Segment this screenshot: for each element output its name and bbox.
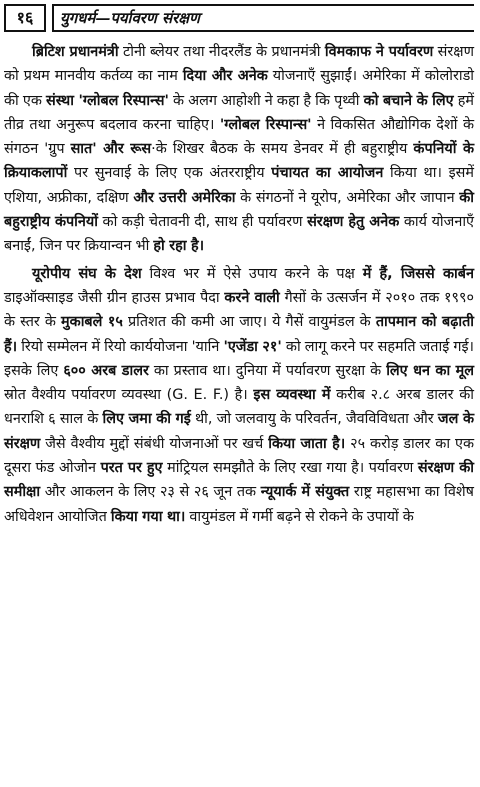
bold-text-segment: 'एजेंडा २१' (223, 338, 282, 355)
bold-text-segment: विमकाफ ने पर्यावरण (324, 44, 434, 60)
bold-text-segment: दिया और अनेक (182, 68, 268, 85)
text-segment: पर सुनवाई के लिए एक अंतरराष्ट्रीय (67, 165, 272, 182)
text-segment: के अलग आहोशी ने कहा है कि पृथ्वी (168, 92, 364, 109)
text-segment: प्रतिशत की कमी आ जाए। ये गैसें वायुमंडल के (122, 314, 376, 331)
text-segment: जैसे वैश्वीय मुद्दों संबंधी योजनाओं पर खर्च (40, 435, 269, 452)
text-segment: गैसों के उत्सर्जन में २०१० तक १९९० के स्तर के (4, 289, 474, 331)
text-segment: रियो सम्मेलन में रियो कार्ययोजना 'यानि (17, 338, 224, 355)
text-segment: को लागू करने पर सहमति जताई गई। इसके लिए (4, 338, 474, 379)
running-header-title: युगधर्म—पर्यावरण संरक्षण (52, 4, 474, 32)
bold-text-segment: करने वाली (224, 289, 280, 306)
text-segment: कार्य योजनाएँ बनाईं, जिन पर क्रियान्वन भी (4, 214, 475, 255)
bold-text-segment: इस व्यवस्था में (253, 387, 331, 404)
bold-text-segment: तापमान को बढ़ाती हैं। (4, 314, 475, 355)
article-body (4, 40, 474, 532)
bold-text-segment: पंचायत का आयोजन (271, 165, 384, 182)
bold-text-segment: लिए जमा की गई (102, 411, 191, 428)
bold-text-segment: परत पर हुए (100, 460, 163, 477)
bold-text-segment: जल के संरक्षण (4, 411, 475, 452)
bold-text-segment: संस्था 'ग्लोबल रिस्पान्स' (46, 92, 169, 109)
bold-text-segment: संरक्षण की समीक्षा (4, 460, 474, 501)
text-segment: २५ करोड़ डालर का एक दूसरा फंड ओजोन (4, 435, 474, 477)
text-segment: किया था। इसमें एशिया, अफ्रीका, दक्षिण (4, 165, 474, 206)
text-segment: डाइऑक्साइड जैसी ग्रीन हाउस प्रभाव पैदा (4, 289, 225, 306)
paragraph (4, 40, 474, 259)
text-segment: राष्ट्र महासभा का विशेष अधिवेशन आयोजित (4, 484, 474, 525)
bold-text-segment: 'ग्लोबल रिस्पान्स' (219, 116, 312, 133)
bold-text-segment: की बहुराष्ट्रीय कंपनियों (4, 189, 474, 231)
text-segment: ·के शिखर बैठक के समय डेनवर में ही बहुराष्ट्रीय (151, 141, 414, 158)
bold-text-segment: संरक्षण हेतु अनेक (307, 214, 400, 231)
text-segment: टोनी ब्लेयर तथा नीदरलैंड के प्रधानमंत्री (118, 44, 325, 60)
bold-text-segment: और उत्तरी अमेरिका (133, 189, 236, 206)
bold-text-segment: किया गया था। (110, 508, 186, 525)
bold-text-segment: ब्रिटिश प्रधानमंत्री (32, 44, 119, 60)
text-segment: को कड़ी चेतावनी दी, साथ ही पर्यावरण (97, 214, 308, 231)
bold-text-segment: हो रहा है। (153, 238, 205, 255)
bold-text-segment: लिए धन का मूल (386, 362, 474, 379)
text-segment: का प्रस्ताव था। दुनिया में पर्यावरण सुरक्षा के (148, 362, 387, 379)
text-segment: थी, जो जलवायु के परिवर्तन, जैवविविधता और (190, 411, 438, 428)
bold-text-segment: ६०० अरब डालर (63, 362, 149, 379)
paragraph (4, 262, 474, 529)
text-segment: ने विकसित औद्योगिक देशों के संगठन 'ग्रुप (4, 116, 474, 158)
text-segment: के संगठनों ने यूरोप, अमेरिका और जापान (235, 189, 460, 206)
bold-text-segment: कंपनियों के क्रियाकलापों (4, 141, 474, 182)
bold-text-segment: को बचाने के लिए (363, 92, 454, 109)
text-segment: स्रोत वैश्वीय पर्यावरण व्यवस्था (G. E. F.) है। (4, 387, 254, 404)
bold-text-segment: मुकाबले १५ (61, 314, 123, 331)
text-segment: मांट्रियल समझौते के लिए रखा गया है। पर्यावरण (162, 460, 418, 477)
bold-text-segment: सात' और रूस (70, 141, 152, 158)
text-segment: संरक्षण को प्रथम मानवीय कर्तव्य का नाम (4, 44, 475, 85)
text-segment: वायुमंडल में गर्मी बढ़ने से रोकने के उपायों के (185, 508, 414, 525)
text-segment: और आकलन के लिए २३ से २६ जून तक (40, 484, 261, 501)
bold-text-segment: यूरोपीय संघ के देश (32, 265, 142, 282)
bold-text-segment: किया जाता है। (268, 435, 346, 452)
page-header (4, 4, 474, 34)
page-number: १६ (4, 4, 46, 32)
text-segment: योजनाएँ सुझाईं। अमेरिका में कोलोराडो की एक (4, 68, 474, 109)
bold-text-segment: में हैं, जिससे कार्बन (362, 265, 474, 282)
text-segment: करीब २.८ अरब डालर की धनराशि ६ साल के (4, 387, 474, 428)
bold-text-segment: न्यूयार्क में संयुक्त (260, 484, 350, 501)
text-segment: हमें तीव्र तथा अनुरूप बदलाव करना चाहिए। (4, 92, 474, 133)
text-segment: विश्व भर में ऐसे उपाय करने के पक्ष (141, 265, 363, 282)
